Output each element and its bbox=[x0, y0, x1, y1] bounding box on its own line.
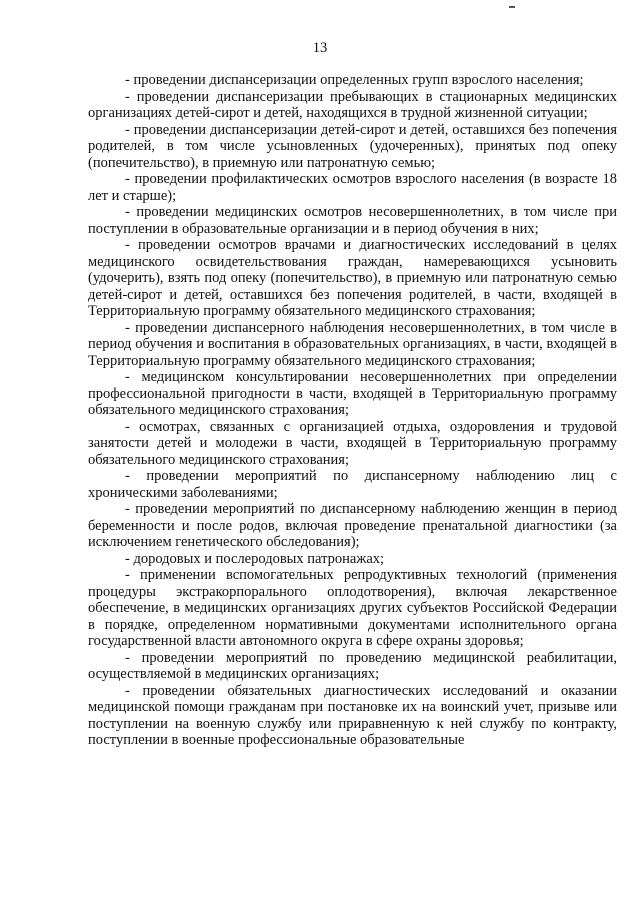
paragraph-5: - проведении медицинских осмотров несовершеннолетних, в том числе при поступлении в образовательные организации и в период обучения в них; bbox=[88, 204, 617, 237]
paragraph-4: - проведении профилактических осмотров взрослого населения (в возрасте 18 лет и старше); bbox=[88, 171, 617, 204]
paragraph-11: - проведении мероприятий по диспансерному наблюдению женщин в период беременности и после родов, включая проведение пренатальной диагностики (за исключением генетического обследования); bbox=[88, 501, 617, 550]
page-number: 13 bbox=[312, 40, 328, 56]
scan-mark bbox=[509, 6, 515, 8]
paragraph-7: - проведении диспансерного наблюдения несовершеннолетних, в том числе в период обучения и воспитания в образовательных организациях, в части, входящей в Территориальную программу обязательного медицинского страхования; bbox=[88, 319, 617, 369]
paragraph-10: - проведении мероприятий по диспансерному наблюдению лиц с хроническими заболеваниями; bbox=[88, 468, 617, 501]
document-body bbox=[88, 72, 617, 749]
paragraph-1: - проведении диспансеризации определенных групп взрослого населения; bbox=[125, 72, 584, 88]
paragraph-8: - медицинском консультировании несовершеннолетних при определении профессиональной пригодности в части, входящей в Территориальную программу обязательного медицинского страхования; bbox=[88, 369, 617, 418]
paragraph-15: - проведении обязательных диагностических исследований и оказании медицинской помощи гражданам при постановке их на воинский учет, призыве или поступлении на военную службу или приравненную к ней службу по контракту, поступлении в военные профессиональные образовательные bbox=[88, 682, 617, 748]
paragraph-13: - применении вспомогательных репродуктивных технологий (применения процедуры экстракорпорального оплодотворения), включая лекарственное обеспечение, в медицинских организациях других субъектов Российской Федерации в порядке, определенном нормативными документами исполнительного органа государственной власти автономного округа в сфере охраны здоровья; bbox=[88, 567, 617, 649]
paragraph-2: - проведении диспансеризации пребывающих в стационарных медицинских организациях детей-сирот и детей, находящихся в трудной жизненной ситуации; bbox=[88, 88, 617, 121]
paragraph-6: - проведении осмотров врачами и диагностических исследований в целях медицинского освидетельствования граждан, намеревающихся усыновить (удочерить), взять под опеку (попечительство), в приемную или патронатную семью детей-сирот и детей, оставшихся без попечения родителей, в части, входящей в Территориальную программу обязательного медицинского страхования; bbox=[88, 237, 617, 319]
paragraph-3: - проведении диспансеризации детей-сирот и детей, оставшихся без попечения родителей, в том числе усыновленных (удочеренных), принятых под опеку (попечительство), в приемную или патронатную семью; bbox=[88, 121, 617, 171]
paragraph-9: - осмотрах, связанных с организацией отдыха, оздоровления и трудовой занятости детей и молодежи в части, входящей в Территориальную программу обязательного медицинского страхования; bbox=[88, 418, 617, 468]
paragraph-12: - дородовых и послеродовых патронажах; bbox=[125, 550, 385, 567]
paragraph-14: - проведении мероприятий по проведению медицинской реабилитации, осуществляемой в медицинских организациях; bbox=[88, 649, 617, 682]
